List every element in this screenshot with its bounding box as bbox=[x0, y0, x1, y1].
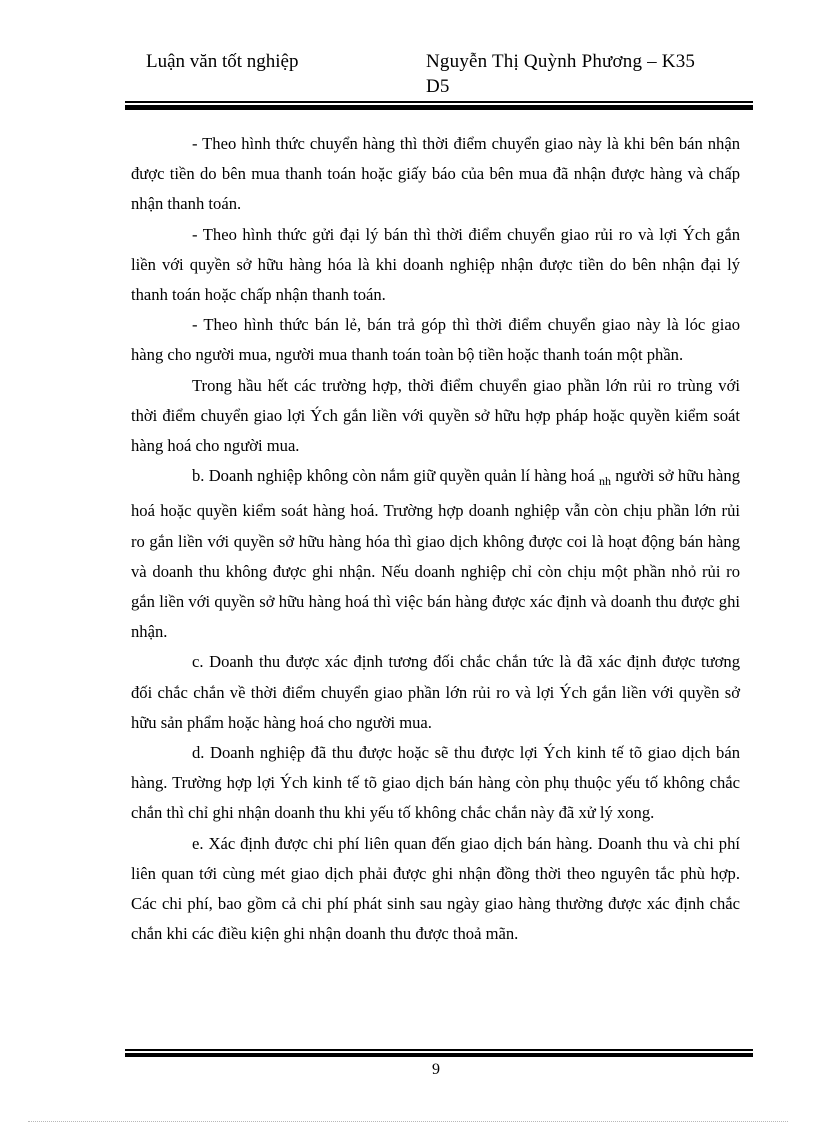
paragraph-e: e. Xác định được chi phí liên quan đến giao dịch bán hàng. Doanh thu và chi phí liên quan tới cùng mét giao dịch phải được ghi nhận đồng thời theo nguyên tắc phù hợp. Các chi phí, bao gồm cả chi phí phát sinh sau ngày giao hàng thường được xác định chắc chắn khi các điều kiện ghi nhận doanh thu được thoả mãn. bbox=[131, 833, 740, 944]
paragraph-agency-method: - Theo hình thức gửi đại lý bán thì thời điểm chuyển giao rủi ro và lợi Ých gắn liền với quyền sở hữu hàng hóa là khi doanh nghiệp nhận được tiền do bên nhận đại lý thanh toán hoặc chấp nhận thanh toán. bbox=[131, 224, 740, 305]
paragraph-retail-method: - Theo hình thức bán lẻ, bán trả góp thì thời điểm chuyển giao này là lóc giao hàng cho người mua, người mua thanh toán toàn bộ tiền hoặc thanh toán một phần. bbox=[131, 315, 740, 365]
body-text bbox=[131, 129, 740, 949]
header-author-name: Nguyễn Thị Quỳnh Phương – K35 bbox=[426, 51, 696, 72]
header-rule-thin bbox=[125, 101, 753, 103]
header-thesis-title: Luận văn tốt nghiệp bbox=[146, 51, 299, 72]
page-bottom-dotted-line bbox=[28, 1121, 788, 1122]
footer-rule-thick bbox=[125, 1053, 753, 1057]
paragraph-general-case: Trong hầu hết các trường hợp, thời điểm chuyển giao phần lớn rủi ro trùng với thời điểm chuyển giao lợi Ých gắn liền với quyền sở hữu hợp pháp hoặc quyền kiểm soát hàng hoá cho người mua. bbox=[131, 375, 740, 456]
header-rule-thick bbox=[125, 105, 753, 110]
page-number: 9 bbox=[432, 1061, 440, 1078]
footer-rule-thin bbox=[125, 1049, 753, 1051]
paragraph-b-rest: người sở hữu hàng hoá hoặc quyền kiểm soát hàng hoá. Trường hợp doanh nghiệp vẫn còn chịu phần lớn rủi ro gắn liền với quyền sở hữu hàng hóa thì giao dịch không được coi là hoạt động bán hàng và doanh thu không được ghi nhận. Nếu doanh nghiệp chỉ còn chịu một phần nhỏ rủi ro gắn liền với quyền sở hữu hàng hoá thì việc bán hàng được xác định và doanh thu được ghi nhận. bbox=[131, 466, 740, 642]
header-author bbox=[426, 50, 736, 99]
paragraph-b-small-text: nh bbox=[598, 474, 611, 489]
paragraph-b-start: b. Doanh nghiệp không còn nắm giữ quyền quản lí hàng hoá bbox=[192, 466, 595, 486]
paragraph-transfer-method: - Theo hình thức chuyển hàng thì thời điểm chuyển giao này là khi bên bán nhận được tiền do bên mua thanh toán hoặc giấy báo của bên mua đã nhận được hàng và chấp nhận thanh toán. bbox=[131, 134, 740, 214]
paragraph-b bbox=[131, 461, 740, 647]
header-author-class: D5 bbox=[426, 76, 450, 97]
paragraph-c: c. Doanh thu được xác định tương đối chắc chắn tức là đã xác định được tương đối chắc chắn về thời điểm chuyển giao phần lớn rủi ro và lợi Ých gắn liền với quyền sở hữu sản phẩm hoặc hàng hoá cho người mua. bbox=[131, 652, 740, 732]
paragraph-d: d. Doanh nghiệp đã thu được hoặc sẽ thu được lợi Ých kinh tế tõ giao dịch bán hàng. Trường hợp lợi Ých kinh tế tõ giao dịch bán hàng còn phụ thuộc yếu tố không chắc chắn thì chỉ ghi nhận doanh thu khi yếu tố không chắc chắn này đã xử lý xong. bbox=[131, 743, 740, 823]
